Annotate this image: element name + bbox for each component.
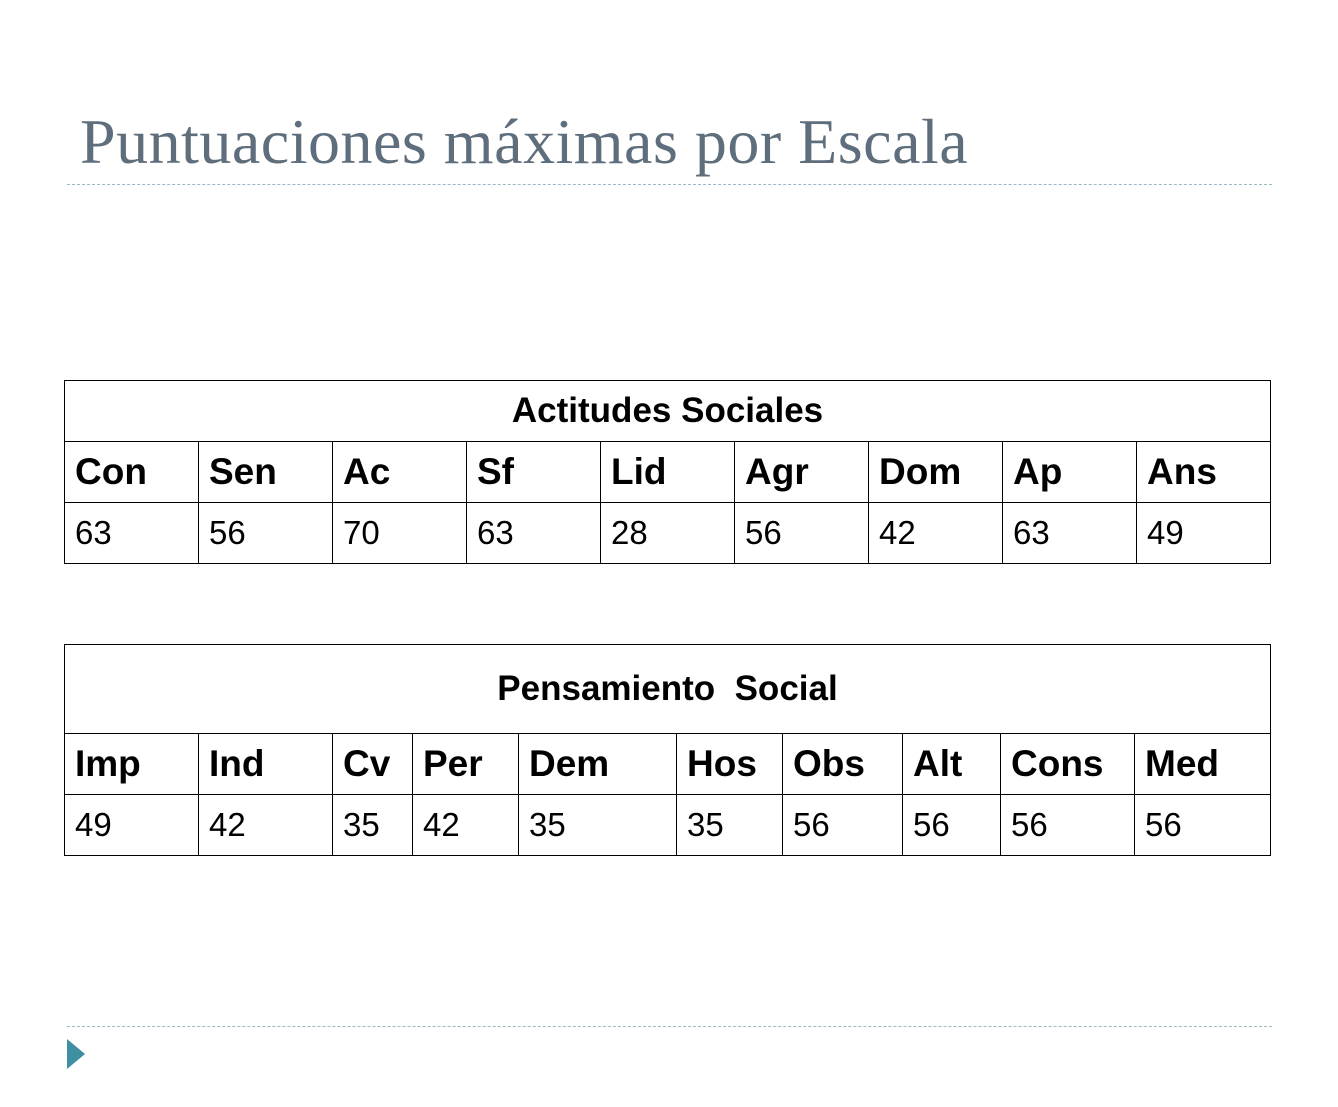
column-header: Imp — [65, 734, 199, 795]
column-header: Cv — [333, 734, 413, 795]
slide-title: Puntuaciones máximas por Escala — [80, 106, 969, 177]
table-cell: 56 — [1135, 795, 1271, 856]
table-cell: 56 — [903, 795, 1001, 856]
column-header: Sen — [199, 442, 333, 503]
title-divider — [67, 184, 1272, 185]
table-caption: Pensamiento Social — [65, 645, 1271, 734]
column-header: Con — [65, 442, 199, 503]
column-header: Cons — [1001, 734, 1135, 795]
table-row — [65, 795, 1271, 856]
table-cell: 28 — [601, 503, 735, 564]
table-cell: 56 — [1001, 795, 1135, 856]
table-cell: 35 — [333, 795, 413, 856]
table-caption-row — [65, 381, 1271, 442]
column-header: Ind — [199, 734, 333, 795]
table-cell: 42 — [869, 503, 1003, 564]
table-header-row — [65, 734, 1271, 795]
table-cell: 56 — [735, 503, 869, 564]
table-cell: 42 — [413, 795, 519, 856]
table-cell: 49 — [65, 795, 199, 856]
column-header: Per — [413, 734, 519, 795]
column-header: Dom — [869, 442, 1003, 503]
table-caption: Actitudes Sociales — [65, 381, 1271, 442]
column-header: Ac — [333, 442, 467, 503]
table-cell: 70 — [333, 503, 467, 564]
column-header: Hos — [677, 734, 783, 795]
column-header: Alt — [903, 734, 1001, 795]
pensamiento-social-table — [64, 644, 1271, 856]
column-header: Sf — [467, 442, 601, 503]
table-header-row — [65, 442, 1271, 503]
column-header: Ans — [1137, 442, 1271, 503]
column-header: Dem — [519, 734, 677, 795]
footer-divider — [67, 1026, 1272, 1027]
column-header: Obs — [783, 734, 903, 795]
column-header: Med — [1135, 734, 1271, 795]
triangle-right-icon — [67, 1039, 85, 1069]
actitudes-sociales-table — [64, 380, 1271, 564]
table-caption-row — [65, 645, 1271, 734]
table-cell: 63 — [467, 503, 601, 564]
table-cell: 56 — [199, 503, 333, 564]
table-cell: 63 — [1003, 503, 1137, 564]
table-cell: 56 — [783, 795, 903, 856]
column-header: Ap — [1003, 442, 1137, 503]
table-cell: 49 — [1137, 503, 1271, 564]
table-row — [65, 503, 1271, 564]
column-header: Lid — [601, 442, 735, 503]
table-cell: 35 — [519, 795, 677, 856]
table-cell: 42 — [199, 795, 333, 856]
table-cell: 63 — [65, 503, 199, 564]
column-header: Agr — [735, 442, 869, 503]
table-cell: 35 — [677, 795, 783, 856]
